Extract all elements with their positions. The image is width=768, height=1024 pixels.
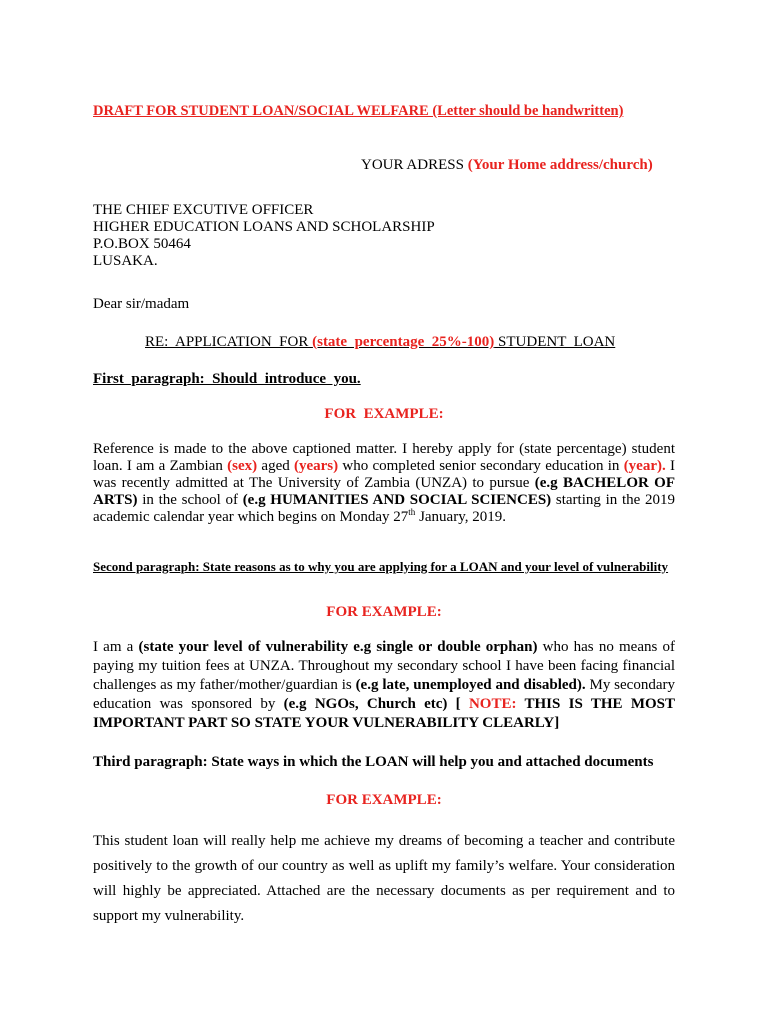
recipient-line-1: THE CHIEF EXCUTIVE OFFICER	[93, 202, 314, 218]
years-field: (years)	[293, 458, 339, 474]
text: in the school of	[137, 492, 243, 508]
vulnerability-field: (state your level of vulnerability e.g single or double orphan)	[138, 639, 538, 655]
first-paragraph-body	[93, 441, 675, 526]
address-label: YOUR ADRESS	[361, 157, 464, 173]
note-text: THIS IS THE MOST IMPORTANT PART SO STATE YOUR VULNERABILITY CLEARLY]	[93, 696, 675, 731]
subject-line	[145, 334, 615, 351]
subject-prefix: RE: APPLICATION FOR	[145, 334, 313, 350]
second-paragraph-heading: Second paragraph: State reasons as to why you are applying for a LOAN and your level of vulnerability	[93, 559, 669, 574]
third-paragraph-heading: Third paragraph: State ways in which the LOAN will help you and attached documents	[93, 754, 654, 770]
second-paragraph-body	[93, 638, 675, 733]
sex-field: (sex)	[227, 458, 258, 474]
text: I am a	[93, 639, 139, 655]
recipient-line-3: P.O.BOX 50464	[93, 236, 191, 252]
text: Reference is made to the above captioned matter. I hereby apply for (state percentage) student loan. I am a Zambian	[93, 441, 675, 474]
subject-suffix: STUDENT LOAN	[494, 334, 616, 350]
school-field: (e.g HUMANITIES AND SOCIAL SCIENCES)	[242, 492, 552, 508]
address-line	[361, 157, 653, 174]
address-note: (Your Home address/church)	[467, 157, 653, 173]
recipient-line-4: LUSAKA.	[93, 253, 158, 269]
first-example-label: FOR EXAMPLE:	[324, 406, 444, 422]
superscript: th	[408, 507, 416, 517]
sponsor-field: (e.g NGOs, Church etc) [	[283, 696, 461, 712]
subject-highlight: (state percentage 25%-100)	[312, 334, 495, 350]
text: who has no means of paying my tuition fees at UNZA. Throughout my secondary school I have been facing financial challenges as my father/mother/guardian is	[93, 639, 675, 693]
salutation: Dear sir/madam	[93, 296, 190, 312]
draft-title: DRAFT FOR STUDENT LOAN/SOCIAL WELFARE (Letter should be handwritten)	[93, 103, 624, 119]
text: January, 2019.	[415, 509, 506, 525]
programme-field: (e.g BACHELOR OF ARTS)	[93, 475, 675, 508]
year-field: (year).	[623, 458, 666, 474]
first-paragraph-heading: First paragraph: Should introduce you.	[93, 371, 361, 387]
guardian-status-field: (e.g late, unemployed and disabled).	[355, 677, 586, 693]
text: aged	[257, 458, 294, 474]
text: My secondary education was sponsored by	[93, 677, 675, 712]
text: who completed senior secondary education in	[338, 458, 624, 474]
text: starting in the 2019 academic calendar year which begins on Monday 27	[93, 492, 675, 525]
text: I was recently admitted at The University of Zambia (UNZA) to pursue	[93, 458, 676, 491]
recipient-line-2: HIGHER EDUCATION LOANS AND SCHOLARSHIP	[93, 219, 435, 235]
third-example-label: FOR EXAMPLE:	[326, 792, 442, 808]
second-example-label: FOR EXAMPLE:	[326, 604, 442, 620]
third-paragraph-body: This student loan will really help me achieve my dreams of becoming a teacher and contribute positively to the growth of our country as well as uplift my family’s welfare. Your consideration will highly be appreciated. Attached are the necessary documents as per requirement and to support my vulnerability.	[93, 833, 675, 924]
note-label: NOTE:	[460, 696, 517, 712]
